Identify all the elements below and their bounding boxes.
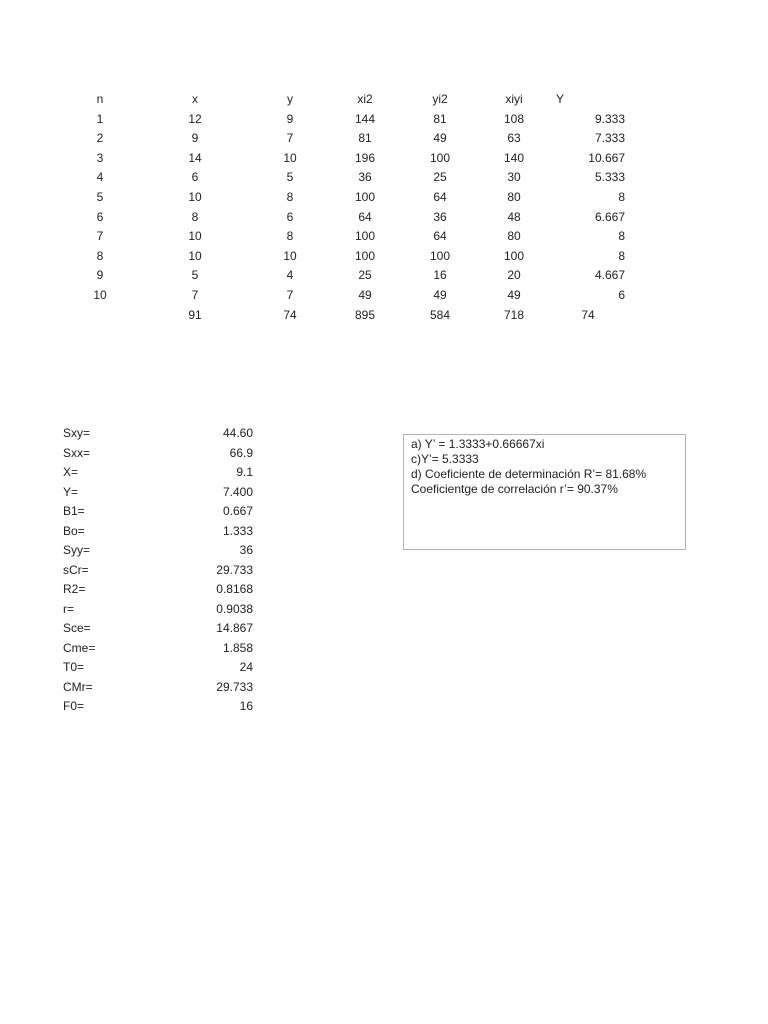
cell-xi2: 25 (358, 268, 372, 283)
stat-label: sCr= (63, 562, 89, 577)
cell-y: 6 (286, 209, 294, 224)
cell-y: 10 (283, 248, 297, 263)
cell-xiyi: 80 (507, 229, 521, 244)
header-yhat: Y (555, 92, 564, 106)
cell-n: 1 (96, 111, 104, 126)
stat-row-cme (0, 639, 300, 659)
stat-row-bo (0, 522, 300, 542)
stat-label: Cme= (63, 640, 96, 655)
cell-xiyi: 80 (507, 190, 521, 204)
stat-value: 9.1 (236, 465, 253, 479)
cell-yhat: 6 (618, 288, 625, 302)
stat-label: Sxx= (63, 445, 91, 460)
cell-y: 5 (286, 170, 294, 185)
stat-value: 1.858 (222, 640, 253, 655)
stat-value: 16 (239, 699, 253, 713)
table-row (0, 149, 768, 169)
cell-xi2: 196 (354, 150, 376, 165)
regression-equation: a) Y’ = 1.3333+0.66667xi (411, 437, 545, 451)
cell-y: 8 (286, 229, 294, 244)
cell-n: 9 (96, 268, 104, 283)
cell-y: 9 (286, 111, 294, 126)
cell-x: 10 (188, 248, 202, 263)
stat-value: 14.867 (216, 621, 253, 635)
stat-value: 24 (239, 660, 253, 674)
cell-x: 5 (191, 268, 199, 283)
table-row (0, 168, 768, 188)
cell-xi2: 100 (354, 248, 376, 263)
cell-xiyi: 140 (503, 150, 525, 165)
cell-yhat: 9.333 (594, 111, 625, 126)
cell-n: 8 (96, 248, 104, 263)
cell-xiyi: 48 (507, 209, 521, 224)
total-yi2: 584 (429, 308, 451, 322)
stat-row-scr (0, 561, 300, 581)
cell-n: 7 (96, 229, 104, 244)
cell-n: 5 (96, 190, 104, 204)
cell-x: 10 (188, 229, 202, 244)
cell-n: 10 (93, 288, 107, 302)
cell-y: 10 (283, 150, 297, 165)
stat-label: X= (63, 465, 79, 479)
table-row (0, 188, 768, 208)
cell-xiyi: 108 (503, 111, 525, 126)
table-row (0, 286, 768, 306)
stat-label: T0= (63, 660, 85, 674)
cell-y: 4 (286, 268, 294, 283)
cell-yi2: 49 (433, 131, 447, 146)
cell-xi2: 49 (358, 288, 372, 302)
cell-x: 14 (188, 150, 202, 165)
table-row (0, 227, 768, 247)
cell-n: 4 (96, 170, 104, 185)
stat-row-f0 (0, 697, 300, 717)
cell-yhat: 8 (618, 248, 625, 263)
stat-label: Y= (63, 484, 79, 499)
stat-row-t0 (0, 658, 300, 678)
cell-xi2: 100 (354, 229, 376, 244)
cell-y: 7 (286, 288, 294, 302)
stat-value: 1.333 (222, 523, 253, 538)
cell-yi2: 16 (433, 268, 447, 283)
cell-x: 9 (191, 131, 199, 146)
stat-label: Bo= (63, 523, 85, 538)
stat-value: 66.9 (229, 445, 253, 460)
cell-xiyi: 20 (507, 268, 521, 283)
cell-x: 12 (188, 111, 202, 126)
predicted-value: c)Y’= 5.3333 (411, 452, 479, 466)
cell-x: 7 (191, 288, 199, 302)
cell-xiyi: 49 (507, 288, 521, 302)
stat-value: 29.733 (216, 679, 253, 694)
header-yi2: yi2 (432, 92, 448, 106)
total-xi2: 895 (354, 308, 376, 322)
stat-value: 36 (239, 543, 253, 557)
cell-yhat: 8 (618, 229, 625, 244)
cell-yi2: 64 (433, 190, 447, 204)
cell-xi2: 81 (358, 131, 372, 146)
stat-value: 44.60 (222, 426, 253, 440)
cell-yhat: 8 (618, 190, 625, 204)
stat-row-r2 (0, 580, 300, 600)
cell-xiyi: 100 (503, 248, 525, 263)
table-row (0, 110, 768, 130)
stat-value: 0.9038 (216, 601, 253, 616)
stat-row-sxx (0, 444, 300, 464)
header-x: x (192, 92, 198, 106)
table-row (0, 129, 768, 149)
cell-xiyi: 30 (507, 170, 521, 185)
cell-yi2: 100 (429, 248, 451, 263)
cell-n: 3 (96, 150, 104, 165)
table-row (0, 208, 768, 228)
stat-row-xbar (0, 463, 300, 483)
stat-value: 0.667 (222, 504, 253, 518)
cell-y: 8 (286, 190, 294, 204)
cell-x: 8 (191, 209, 199, 224)
cell-n: 6 (96, 209, 104, 224)
stat-value: 7.400 (222, 484, 253, 499)
cell-xi2: 64 (358, 209, 372, 224)
header-n: n (96, 92, 104, 106)
cell-yhat: 5.333 (594, 170, 625, 185)
cell-xi2: 144 (354, 111, 376, 126)
correlation-coefficient: Coeficientge de correlación r’= 90.37% (411, 482, 618, 496)
stat-label: Syy= (63, 543, 91, 557)
stat-row-r (0, 600, 300, 620)
table-header-row (0, 90, 768, 110)
total-yhat: 74 (581, 308, 595, 322)
stat-value: 29.733 (216, 562, 253, 577)
total-y: 74 (283, 308, 297, 322)
cell-x: 6 (191, 170, 199, 185)
cell-yi2: 64 (433, 229, 447, 244)
total-xiyi: 718 (503, 308, 525, 322)
stat-label: F0= (63, 699, 85, 713)
cell-yi2: 25 (433, 170, 447, 185)
stat-row-cmr (0, 678, 300, 698)
stat-label: Sce= (63, 621, 91, 635)
header-xi2: xi2 (357, 92, 373, 106)
statistics-list (0, 424, 300, 724)
stat-row-syy (0, 541, 300, 561)
cell-yi2: 36 (433, 209, 447, 224)
header-y: y (287, 92, 293, 106)
stat-label: R2= (63, 582, 86, 596)
stat-row-ybar (0, 483, 300, 503)
cell-yhat: 7.333 (594, 131, 625, 146)
cell-y: 7 (286, 131, 294, 146)
cell-xi2: 36 (358, 170, 372, 185)
stat-row-b1 (0, 502, 300, 522)
stat-label: B1= (63, 504, 85, 518)
total-x: 91 (188, 308, 202, 322)
table-row (0, 266, 768, 286)
determination-coefficient: d) Coeficiente de determinación R’= 81.68% (411, 467, 647, 481)
results-textbox[interactable] (403, 434, 686, 550)
cell-yi2: 81 (433, 111, 447, 126)
table-row (0, 247, 768, 267)
cell-xi2: 100 (354, 190, 376, 204)
regression-table (0, 90, 768, 330)
stat-row-sxy (0, 424, 300, 444)
cell-xiyi: 63 (507, 131, 521, 146)
cell-n: 2 (96, 131, 104, 146)
cell-yhat: 10.667 (588, 150, 625, 165)
cell-yi2: 49 (433, 288, 447, 302)
stat-label: r= (63, 601, 75, 616)
stat-label: CMr= (63, 679, 93, 694)
stat-value: 0.8168 (216, 582, 253, 596)
stat-label: Sxy= (63, 426, 91, 440)
header-xiyi: xiyi (505, 92, 523, 106)
stat-row-sce (0, 619, 300, 639)
cell-x: 10 (188, 190, 202, 204)
cell-yhat: 6.667 (594, 209, 625, 224)
cell-yhat: 4.667 (594, 268, 625, 283)
table-totals-row (0, 306, 768, 326)
cell-yi2: 100 (429, 150, 451, 165)
